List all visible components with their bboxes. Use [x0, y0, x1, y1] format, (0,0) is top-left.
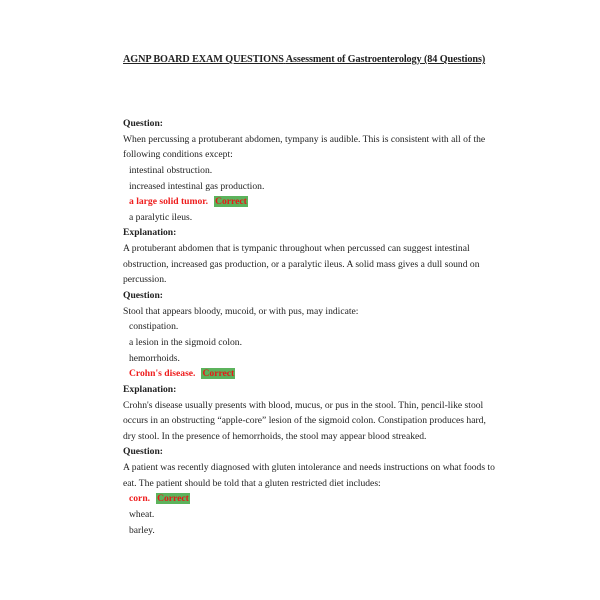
document-body: [123, 116, 503, 538]
line-text: wheat.: [129, 509, 155, 521]
title-subtitle: Assessment of Gastroenterology (84 Questions): [285, 54, 486, 65]
section-heading: [123, 288, 503, 304]
title-main: AGNP BOARD EXAM QUESTIONS: [123, 54, 284, 65]
line-text: Stool that appears bloody, mucoid, or with pus, may indicate:: [123, 305, 359, 317]
line-text: When percussing a protuberant abdomen, tympany is audible. This is consistent with all of the: [123, 133, 486, 145]
line-text: barley.: [129, 524, 155, 536]
correct-badge: Correct: [157, 493, 189, 505]
line-text: following conditions except:: [123, 149, 233, 161]
line-text: Explanation:: [123, 383, 177, 395]
line-text: Crohn's disease.: [129, 368, 196, 380]
body-text-line: [123, 147, 503, 163]
line-text: percussion.: [123, 274, 167, 286]
line-text: Crohn's disease usually presents with blood, mucus, or pus in the stool. Thin, pencil-like stool: [123, 399, 484, 411]
correct-badge: Correct: [215, 196, 247, 208]
section-heading: [123, 382, 503, 398]
line-text: eat. The patient should be told that a gluten restricted diet includes:: [123, 477, 381, 489]
line-text: Explanation:: [123, 227, 177, 239]
line-text: obstruction, increased gas production, or a paralytic ileus. A solid mass gives a dull sound on: [123, 258, 480, 270]
line-text: corn.: [129, 493, 151, 505]
line-text: A patient was recently diagnosed with gluten intolerance and needs instructions on what foods to: [123, 462, 495, 474]
line-text: hemorrhoids.: [129, 352, 180, 364]
body-text-line: [123, 241, 503, 257]
answer-option: [123, 210, 503, 226]
answer-option: [123, 507, 503, 523]
correct-badge: Correct: [202, 368, 235, 380]
answer-option: [123, 319, 503, 335]
correct-answer-option: [123, 366, 503, 382]
line-text: Question:: [123, 290, 163, 302]
body-text-line: [123, 429, 503, 445]
section-heading: [123, 444, 503, 460]
section-heading: [123, 225, 503, 241]
line-text: Question:: [123, 118, 163, 129]
body-text-line: [123, 257, 503, 273]
correct-answer-option: [123, 194, 503, 210]
line-text: dry stool. In the presence of hemorrhoids, the stool may appear blood streaked.: [123, 430, 427, 442]
line-text: a large solid tumor.: [129, 196, 209, 208]
line-text: increased intestinal gas production.: [129, 180, 265, 192]
body-text-line: [123, 132, 503, 148]
answer-option: [123, 351, 503, 367]
body-text-line: [123, 398, 503, 414]
body-text-line: [123, 460, 503, 476]
answer-option: [123, 335, 503, 351]
line-text: Question:: [123, 446, 163, 458]
line-text: constipation.: [129, 321, 179, 333]
answer-option: [123, 523, 503, 539]
body-text-line: [123, 413, 503, 429]
line-text: A protuberant abdomen that is tympanic throughout when percussed can suggest intestinal: [123, 243, 470, 255]
line-text: a paralytic ileus.: [129, 211, 193, 223]
answer-option: [123, 179, 503, 195]
section-heading: [123, 116, 503, 132]
document-title: [123, 54, 485, 65]
line-text: occurs in an obstructing “apple-core” lesion of the sigmoid colon. Constipation produces hard,: [123, 415, 486, 427]
line-text: a lesion in the sigmoid colon.: [129, 336, 242, 348]
body-text-line: [123, 272, 503, 288]
body-text-line: [123, 476, 503, 492]
line-text: intestinal obstruction.: [129, 164, 213, 176]
body-text-line: [123, 304, 503, 320]
answer-option: [123, 163, 503, 179]
correct-answer-option: [123, 491, 503, 507]
